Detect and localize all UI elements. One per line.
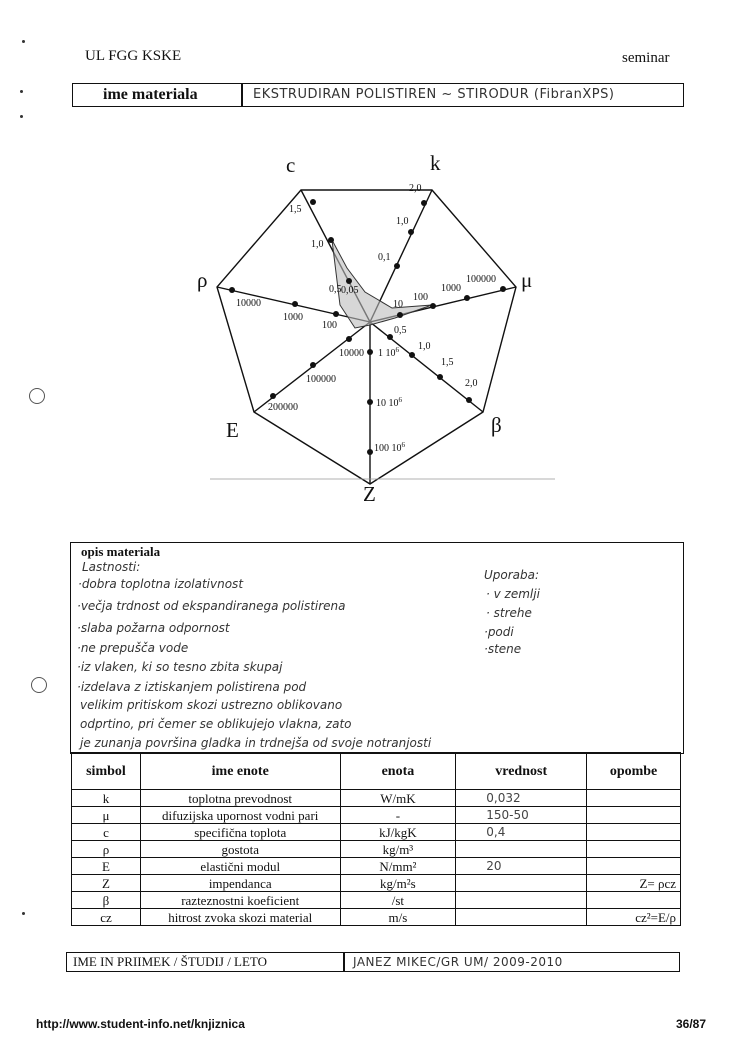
tick-dot <box>333 311 339 317</box>
Z-tick-label: 10 $10^6$ <box>376 396 402 409</box>
cell-note <box>587 841 681 858</box>
cell-name: impendanca <box>140 875 340 892</box>
cell-note <box>587 892 681 909</box>
header-left: UL FGG KSKE <box>85 48 182 64</box>
author-divider <box>343 953 345 971</box>
table-header-row <box>72 753 681 790</box>
beta-tick-label: 1,0 <box>418 341 431 352</box>
cell-unit: W/mK <box>340 790 456 807</box>
tick-dot <box>408 229 414 235</box>
cell-note: Z= ρcz <box>587 875 681 892</box>
author-value: JANEZ MIKEC/GR UM/ 2009-2010 <box>353 955 563 969</box>
vertex-label-c: c <box>286 153 296 177</box>
table-row <box>72 858 681 875</box>
usage-item: · v zemlji <box>486 587 540 601</box>
center-label: 0,05 <box>341 285 359 296</box>
tick-dot <box>421 200 427 206</box>
description-line: odprtino, pri čemer se oblikujejo vlakna, zato <box>80 717 352 731</box>
cell-note <box>587 824 681 841</box>
tick-dot <box>430 303 436 309</box>
k-tick-label: 0,1 <box>378 252 391 263</box>
tick-dot <box>466 397 472 403</box>
cell-unit: kg/m³ <box>340 841 456 858</box>
description-line: ·iz vlaken, ki so tesno zbita skupaj <box>77 660 283 674</box>
vertex-label-rho: ρ <box>197 268 208 292</box>
tick-dot <box>229 287 235 293</box>
tick-dot <box>394 263 400 269</box>
tick-dot <box>464 295 470 301</box>
cell-value: 0,032 <box>456 790 587 807</box>
table-row <box>72 807 681 824</box>
E-tick-label: 200000 <box>268 402 298 413</box>
rho-tick-label: 10000 <box>236 298 261 309</box>
header-notes: opombe <box>587 753 681 790</box>
cell-note <box>587 858 681 875</box>
description-line: ·dobra toplotna izolativnost <box>78 577 244 591</box>
mu-tick-label: 100000 <box>466 274 496 285</box>
mu-tick-label: 100 <box>413 292 428 303</box>
tick-dot <box>500 286 506 292</box>
cell-value <box>456 892 587 909</box>
property-heptagon-diagram <box>0 0 750 520</box>
header-symbol: simbol <box>72 753 141 790</box>
cell-note <box>587 807 681 824</box>
cell-unit: - <box>340 807 456 824</box>
table-row <box>72 824 681 841</box>
table-row <box>72 909 681 926</box>
description-line: velikim pritiskom skozi ustrezno oblikovano <box>80 698 343 712</box>
k-tick-label: 2,0 <box>409 183 422 194</box>
beta-tick-label: 1,5 <box>441 357 454 368</box>
cell-value <box>456 875 587 892</box>
k-tick-label: 1,0 <box>396 216 409 227</box>
cell-symbol: μ <box>72 807 141 824</box>
cell-unit: kJ/kgK <box>340 824 456 841</box>
rho-tick-label: 100 <box>322 320 337 331</box>
author-row <box>66 952 680 972</box>
Z-tick-label: 100 $10^6$ <box>374 441 405 454</box>
description-line: Lastnosti: <box>82 560 141 574</box>
cell-name: hitrost zvoka skozi material <box>140 909 340 926</box>
cell-value: 20 <box>456 858 587 875</box>
cell-symbol: β <box>72 892 141 909</box>
cell-symbol: ρ <box>72 841 141 858</box>
tick-dot <box>310 362 316 368</box>
cell-value: 150-50 <box>456 807 587 824</box>
page-number: 36/87 <box>676 1017 707 1031</box>
rho-tick-label: 1000 <box>283 312 303 323</box>
header-name: ime enote <box>140 753 340 790</box>
description-line: ·večja trdnost od ekspandiranega polistirena <box>77 599 346 613</box>
material-label: ime materiala <box>103 86 198 103</box>
header-value: vrednost <box>456 753 587 790</box>
cell-name: toplotna prevodnost <box>140 790 340 807</box>
tick-dot <box>437 374 443 380</box>
c-tick-label: 1,5 <box>289 204 302 215</box>
cell-name: specifična toplota <box>140 824 340 841</box>
table-row <box>72 892 681 909</box>
vertex-label-Z: Z <box>363 482 376 506</box>
cell-unit: N/mm² <box>340 858 456 875</box>
vertex-label-E: E <box>226 418 239 442</box>
vertex-label-beta: β <box>491 413 502 437</box>
E-tick-label: 100000 <box>306 374 336 385</box>
usage-item: ·stene <box>484 642 522 656</box>
tick-dot <box>310 199 316 205</box>
cell-note: cz²=E/ρ <box>587 909 681 926</box>
cell-symbol: k <box>72 790 141 807</box>
tick-dot <box>328 237 334 243</box>
tick-dot <box>346 336 352 342</box>
table-row <box>72 790 681 807</box>
description-line: ·ne prepušča vode <box>77 641 189 655</box>
beta-tick-label: 2,0 <box>465 378 478 389</box>
Z-tick-label: 1 $10^6$ <box>378 346 399 359</box>
cell-symbol: Z <box>72 875 141 892</box>
tick-dot <box>387 334 393 340</box>
E-tick-label: 10000 <box>339 348 364 359</box>
footer-url[interactable]: http://www.student-info.net/knjiznica <box>36 1017 245 1031</box>
description-line: ·slaba požarna odpornost <box>77 621 230 635</box>
punch-hole-bottom <box>31 677 47 693</box>
cell-unit: kg/m²s <box>340 875 456 892</box>
cell-unit: m/s <box>340 909 456 926</box>
table-row <box>72 841 681 858</box>
properties-table <box>71 752 681 926</box>
tick-dot <box>292 301 298 307</box>
description-line: je zunanja površina gladka in trdnejša od svoje notranjosti <box>80 736 432 750</box>
description-line: ·izdelava z iztiskanjem polistirena pod <box>77 680 307 694</box>
vertex-label-k: k <box>430 151 441 175</box>
tick-dot <box>346 278 352 284</box>
cell-symbol: c <box>72 824 141 841</box>
cell-name: elastični modul <box>140 858 340 875</box>
cell-name: difuzijska upornost vodni pari <box>140 807 340 824</box>
header-unit: enota <box>340 753 456 790</box>
heptagon-outline <box>217 190 516 484</box>
margin-dot <box>22 912 25 915</box>
mu-tick-label: 10 <box>393 299 403 310</box>
cell-value: 0,4 <box>456 824 587 841</box>
tick-dot <box>397 312 403 318</box>
cell-value <box>456 841 587 858</box>
tick-dot <box>367 449 373 455</box>
beta-tick-label: 0,5 <box>394 325 407 336</box>
material-value: EKSTRUDIRAN POLISTIREN ~ STIRODUR (FibranXPS) <box>253 87 615 102</box>
tick-dot <box>270 393 276 399</box>
usage-item: · strehe <box>486 606 532 620</box>
header-right: seminar <box>622 50 670 66</box>
mu-tick-label: 1000 <box>441 283 461 294</box>
cell-name: razteznostni koeficient <box>140 892 340 909</box>
cell-note <box>587 790 681 807</box>
c-tick-label: 0,5 <box>329 284 342 295</box>
c-tick-label: 1,0 <box>311 239 324 250</box>
cell-symbol: E <box>72 858 141 875</box>
cell-symbol: cz <box>72 909 141 926</box>
usage-title: Uporaba: <box>484 568 540 582</box>
author-label: IME IN PRIIMEK / ŠTUDIJ / LETO <box>73 954 268 969</box>
tick-dot <box>367 399 373 405</box>
cell-unit: /st <box>340 892 456 909</box>
cell-name: gostota <box>140 841 340 858</box>
table-row <box>72 875 681 892</box>
tick-dot <box>367 349 373 355</box>
tick-dot <box>409 352 415 358</box>
vertex-label-mu: μ <box>521 268 533 292</box>
cell-value <box>456 909 587 926</box>
description-title: opis materiala <box>81 544 161 559</box>
usage-item: ·podi <box>484 625 514 639</box>
